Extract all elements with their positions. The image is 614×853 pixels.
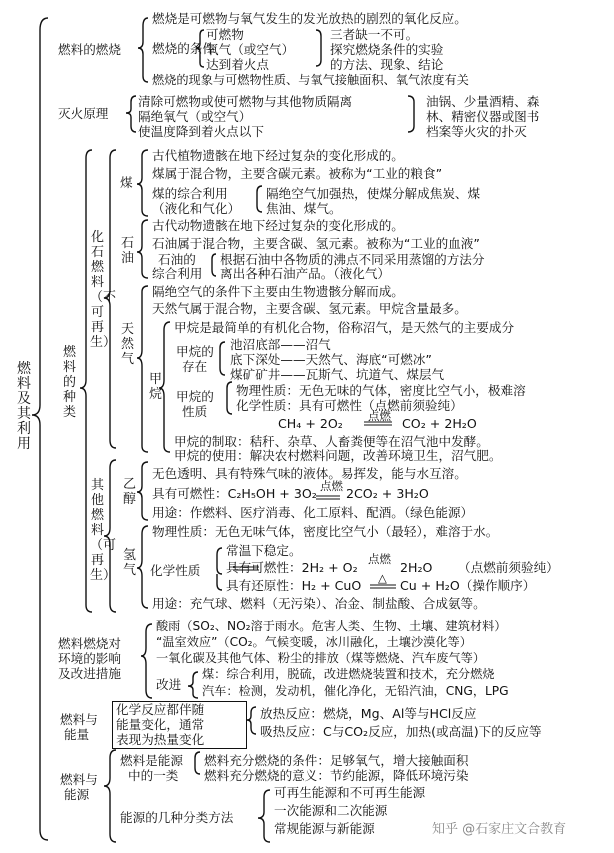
- endothermic-reaction: 吸热反应：C与CO₂反应，加热(或高温)下的反应等: [260, 724, 542, 739]
- environment-title: 燃料燃烧对: [58, 636, 121, 651]
- extinguish-method: 清除可燃物或使可燃物与其他物质隔离: [138, 94, 353, 109]
- hydrogen-physical: 物理性质：无色无味气体，密度比空气小（最轻），难溶于水。: [152, 524, 499, 539]
- hydrogen-flammable: 具有可燃性：2H₂ + O₂: [226, 560, 358, 575]
- energy-classify-item: 一次能源和二次能源: [274, 803, 388, 818]
- gas-title: 天然气: [120, 322, 134, 367]
- energy-sources-condition: 燃料充分燃烧的条件：足够氧气，增大接触面积: [204, 753, 469, 768]
- energy-classify-label: 能源的几种分类方法: [120, 810, 234, 825]
- methane-equation-right: CO₂ + 2H₂O: [402, 416, 477, 431]
- combustion-phenomena: 燃烧的现象与可燃物性质、与氧气接触面积、氧气浓度有关: [152, 73, 469, 87]
- ethanol-use: 用途：作燃料、医疗消毒、化工原料、配酒。（绿色能源）: [152, 505, 474, 520]
- other-fuel-title: 其他燃料（可再生）: [90, 478, 117, 583]
- energy-change-title: 能量: [64, 727, 90, 742]
- environment-improve-label: 改进: [156, 677, 182, 692]
- coal-use-label: （液化和气化）: [152, 201, 241, 216]
- coal-use-text: 隔绝空气加强热，使煤分解成焦炭、煤: [266, 186, 481, 201]
- energy-sources-title: 能源: [64, 787, 90, 802]
- hydrogen-flammable-condition: 点燃: [368, 552, 391, 566]
- hydrogen-title: 氢气: [122, 548, 136, 578]
- combustion-conditions-label: 燃烧的条件: [152, 41, 215, 56]
- root-title: 燃料及其利用: [17, 361, 31, 452]
- extinguish-example: 档案等火灾的扑灭: [426, 124, 527, 139]
- extinguish-example: 油锅、少量酒精、森: [426, 94, 540, 109]
- methane-exist-label: 存在: [182, 359, 208, 374]
- methane-equation-condition: 点燃: [368, 409, 391, 423]
- oil-use-label: 石油的: [158, 252, 196, 267]
- coal-use-label: 煤的综合利用: [152, 186, 228, 201]
- hydrogen-stable: 常温下稳定。: [226, 543, 302, 558]
- methane-title: 甲烷: [148, 372, 162, 402]
- methane-equation-left: CH₄ + 2O₂: [278, 416, 343, 431]
- oil-line: 古代动物遗骸在地下经过复杂的变化形成的。: [152, 218, 404, 233]
- methane-use: 甲烷的使用：解决农村燃料问题，改善环境卫生，沼气肥。: [174, 448, 502, 463]
- methane-exist-item: 底下深处——天然气、海底“可燃冰”: [230, 352, 432, 367]
- condition-item: 达到着火点: [206, 57, 269, 72]
- environment-title: 环境的影响: [58, 651, 121, 666]
- methane-prop-label: 甲烷的: [176, 389, 214, 404]
- methane-chemical: 化学性质：具有可燃性（点燃前须验纯）: [236, 398, 463, 413]
- environment-title: 及改进措施: [58, 666, 121, 681]
- gas-line: 隔绝空气的条件下主要由生物遗骸分解而成。: [152, 284, 404, 299]
- conditions-note: 探究燃烧条件的实验: [330, 42, 444, 57]
- condition-item: 可燃物: [206, 27, 244, 42]
- ethanol-equation-right: 2CO₂ + 3H₂O: [346, 486, 429, 501]
- energy-change-box-line: 能量变化，通常: [116, 717, 205, 732]
- oil-line: 石油属于混合物，主要含碳、氢元素。被称为“工业的血液”: [152, 236, 480, 251]
- combustion-definition: 燃烧是可燃物与氧气发生的发光放热的剧烈的氧化反应。: [152, 11, 467, 26]
- conditions-note: 三者缺一不可。: [330, 27, 419, 42]
- gas-line: 天然气属于混合物，主要含碳、氢元素。甲烷含量最多。: [152, 301, 467, 316]
- energy-change-box-line: 化学反应都伴随: [116, 702, 205, 717]
- methane-exist-item: 池沼底部——沼气: [230, 337, 331, 352]
- ethanol-line: 无色透明、具有特殊气味的液体。易挥发，能与水互溶。: [152, 466, 467, 481]
- extinguish-method: 隔绝氧气（或空气）: [138, 109, 252, 124]
- energy-classify-item: 可再生能源和不可再生能源: [274, 785, 426, 800]
- energy-sources-meaning: 燃料充分燃烧的意义：节约能源，降低环境污染: [204, 768, 469, 783]
- environment-emissions: 一氧化碳及其他气体、粉尘的排放（煤等燃烧、汽车废气等）: [156, 651, 486, 665]
- oil-title: 石油: [120, 236, 134, 266]
- section-fuel-types-title: 燃料的种类: [62, 345, 76, 420]
- environment-greenhouse: “温室效应”（CO₂。气候变暖，冰川融化，土壤沙漠化等）: [156, 635, 472, 649]
- energy-sources-kind: 中的一类: [128, 768, 179, 783]
- oil-use-label: 综合利用: [152, 266, 203, 281]
- energy-change-box-line: 表现为热量变化: [116, 732, 205, 747]
- methane-intro: 甲烷是最简单的有机化合物，俗称沼气，是天然气的主要成分: [174, 320, 515, 335]
- environment-coal-improve: 煤：综合利用，脱硫，改进燃烧装置和技术，充分燃烧: [202, 667, 495, 681]
- oil-use-text: 根据石油中各物质的沸点不同采用蒸馏的方法分: [220, 252, 485, 267]
- section-extinguish-title: 灭火原理: [58, 106, 109, 121]
- watermark: 知乎 @石家庄文合教育: [432, 822, 567, 837]
- hydrogen-chem-label: 化学性质: [150, 563, 201, 578]
- methane-prop-label: 性质: [182, 404, 208, 419]
- hydrogen-reducing-right: Cu + H₂O（操作顺序）: [400, 578, 536, 593]
- environment-acid-rain: 酸雨（SO₂、NO₂溶于雨水。危害人类、生物、土壤、建筑材料）: [156, 619, 507, 633]
- hydrogen-reducing: 具有还原性：H₂ + CuO: [226, 578, 362, 593]
- energy-sources-title: 燃料与: [60, 772, 98, 787]
- coal-line: 古代植物遗骸在地下经过复杂的变化形成的。: [152, 148, 404, 163]
- energy-classify-item: 常规能源与新能源: [274, 821, 375, 836]
- ethanol-equation-condition: 点燃: [320, 479, 343, 493]
- coal-use-text: 焦油、煤气。: [266, 201, 342, 216]
- methane-physical: 物理性质：无色无味的气体，密度比空气小，极难溶: [236, 383, 526, 398]
- hydrogen-use: 用途：充气球、燃料（无污染）、冶金、制盐酸、合成氨等。: [152, 596, 486, 611]
- coal-line: 煤属于混合物，主要含碳元素。被称为“工业的粮食”: [152, 166, 443, 181]
- conditions-note: 的方法、现象、结论: [330, 57, 444, 72]
- condition-item: 氧气（或空气）: [206, 42, 295, 57]
- energy-sources-kind: 燃料是能源: [120, 753, 183, 768]
- extinguish-method: 使温度降到着火点以下: [138, 124, 264, 139]
- section-fuel-combustion-title: 燃料的燃烧: [58, 42, 121, 57]
- methane-exist-label: 甲烷的: [176, 344, 214, 359]
- exothermic-reaction: 放热反应：燃烧，Mg、Al等与HCl反应: [260, 706, 477, 721]
- fossil-fuel-title: 化石燃料（不可再生）: [90, 230, 117, 350]
- oil-use-text: 离出各种石油产品。（液化气）: [220, 266, 391, 281]
- methane-exist-item: 煤矿矿井——瓦斯气、坑道气、煤层气: [230, 367, 445, 382]
- methane-production: 甲烷的制取：秸秆、杂草、人畜粪便等在沼气池中发酵。: [174, 434, 489, 449]
- energy-change-title: 燃料与: [60, 712, 98, 727]
- coal-title: 煤: [120, 175, 133, 190]
- hydrogen-flammable-right: 2H₂O: [400, 560, 433, 575]
- ethanol-flammable: 具有可燃性：C₂H₅OH + 3O₂: [152, 486, 317, 501]
- environment-car-improve: 汽车：检测，发动机，催化净化，无铅汽油，CNG，LPG: [202, 684, 509, 698]
- ethanol-title: 乙醇: [122, 477, 136, 507]
- extinguish-example: 林、精密仪器或图书: [426, 109, 540, 124]
- hydrogen-flammable-note: （点燃前须验纯）: [458, 560, 559, 575]
- hydrogen-reducing-condition: △: [378, 571, 387, 585]
